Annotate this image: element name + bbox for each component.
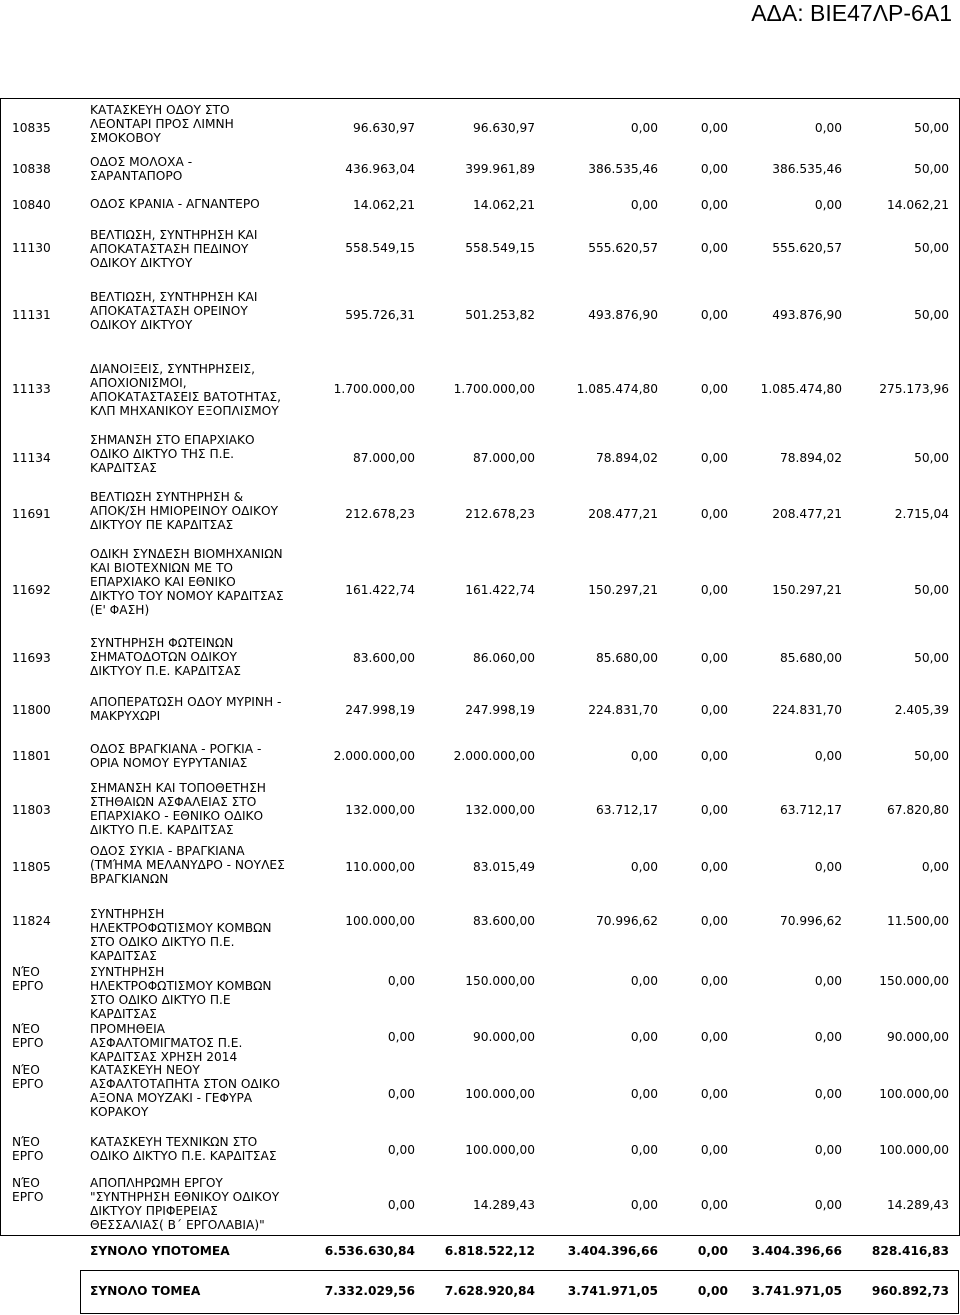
project-code-line: 10835	[12, 121, 51, 135]
available-balance-value: 150.000,00	[879, 974, 949, 988]
project-code-line: 11133	[12, 382, 51, 396]
budget-initial-value: 0,00	[387, 974, 415, 988]
project-code-line: ΕΡΓΟ	[12, 1077, 44, 1091]
project-description-line: ΒΕΛΤΙΩΣΗ, ΣΥΝΤΗΡΗΣΗ ΚΑΙ	[90, 290, 258, 304]
payments-value: 0,00	[814, 121, 842, 135]
budget-initial-value: 0,00	[387, 1087, 415, 1101]
budget-initial-value: 83.600,00	[352, 651, 415, 665]
available-balance-value: 50,00	[914, 651, 949, 665]
project-code	[12, 1022, 43, 1050]
budget-initial-value: 558.549,15	[345, 241, 415, 255]
available-balance-value: 50,00	[914, 749, 949, 763]
project-description-line: ΑΣΦΑΛΤΟΜΙΓΜΑΤΟΣ Π.Ε.	[90, 1036, 243, 1050]
payments-value: 493.876,90	[772, 308, 842, 322]
committed-value: 78.894,02	[595, 451, 658, 465]
available-balance-value: 50,00	[914, 162, 949, 176]
budget-initial-value: 132.000,00	[345, 803, 415, 817]
payment-orders-value: 0,00	[700, 241, 728, 255]
project-code	[12, 121, 51, 135]
project-description-line: ΣΗΜΑΤΟΔΟΤΩΝ ΟΔΙΚΟΥ	[90, 650, 237, 664]
committed-value: 0,00	[630, 749, 658, 763]
project-description-line: ΟΔΟΣ ΣΥΚΙΑ - ΒΡΑΓΚΙΑΝΑ	[90, 844, 245, 858]
project-code	[12, 1135, 43, 1163]
project-description	[90, 362, 305, 418]
committed-value: 1.085.474,80	[576, 382, 658, 396]
available-balance-value: 100.000,00	[879, 1143, 949, 1157]
budget-revised-value: 83.015,49	[472, 860, 535, 874]
project-description	[90, 1135, 305, 1163]
budget-initial-value: 87.000,00	[352, 451, 415, 465]
available-balance-value: 2.405,39	[894, 703, 949, 717]
subtotal-label: ΣΥΝΟΛΟ ΥΠΟΤΟΜΕΑ	[90, 1244, 230, 1258]
budget-initial-value: 100.000,00	[345, 914, 415, 928]
project-description	[90, 844, 305, 886]
budget-initial-value: 1.700.000,00	[333, 382, 415, 396]
payments-value: 224.831,70	[772, 703, 842, 717]
total-available-balance-value: 960.892,73	[871, 1284, 949, 1298]
project-code	[12, 749, 51, 763]
project-code-line: 11801	[12, 749, 51, 763]
project-description-line: ΑΣΦΑΛΤΟΤΑΠΗΤΑ ΣΤΟΝ ΟΔΙΚΟ	[90, 1077, 280, 1091]
available-balance-value: 50,00	[914, 241, 949, 255]
budget-initial-value: 14.062,21	[352, 198, 415, 212]
project-description-line: ΗΛΕΚΤΡΟΦΩΤΙΣΜΟΥ ΚΟΜΒΩΝ	[90, 921, 272, 935]
payment-orders-value: 0,00	[700, 583, 728, 597]
project-description	[90, 228, 305, 270]
project-description-line: ΕΠΑΡΧΙΑΚΟ - ΕΘΝΙΚΟ ΟΔΙΚΟ	[90, 809, 264, 823]
project-description	[90, 742, 305, 770]
project-code-line: 10838	[12, 162, 51, 176]
project-description	[90, 155, 305, 183]
project-description-line: ΑΠΟΚΑΤΑΣΤΑΣΕΙΣ ΒΑΤΟΤΗΤΑΣ,	[90, 390, 281, 404]
project-code	[12, 451, 51, 465]
project-description-line: ΣΤΟ ΟΔΙΚΟ ΔΙΚΤΥΟ Π.Ε.	[90, 935, 235, 949]
project-code	[12, 198, 51, 212]
budget-revised-value: 87.000,00	[472, 451, 535, 465]
payments-value: 0,00	[814, 198, 842, 212]
budget-revised-value: 212.678,23	[465, 507, 535, 521]
project-description	[90, 490, 305, 532]
budget-initial-value: 96.630,97	[352, 121, 415, 135]
budget-initial-value: 595.726,31	[345, 308, 415, 322]
budget-revised-value: 100.000,00	[465, 1143, 535, 1157]
project-code-line: ΝΈΟ	[12, 1135, 40, 1149]
payment-orders-value: 0,00	[700, 507, 728, 521]
project-description-line: ΟΡΙΑ ΝΟΜΟΥ ΕΥΡΥΤΑΝΙΑΣ	[90, 756, 248, 770]
budget-initial-value: 247.998,19	[345, 703, 415, 717]
committed-value: 0,00	[630, 1087, 658, 1101]
project-description-line: ΕΠΑΡΧΙΑΚΟ ΚΑΙ ΕΘΝΙΚΟ	[90, 575, 236, 589]
committed-value: 555.620,57	[588, 241, 658, 255]
payments-value: 386.535,46	[772, 162, 842, 176]
budget-revised-value: 90.000,00	[472, 1030, 535, 1044]
project-code	[12, 914, 51, 928]
committed-value: 0,00	[630, 121, 658, 135]
project-description	[90, 1176, 305, 1232]
budget-revised-value: 14.289,43	[472, 1198, 535, 1212]
project-description	[90, 103, 305, 145]
payment-orders-value: 0,00	[700, 308, 728, 322]
budget-initial-value: 161.422,74	[345, 583, 415, 597]
project-description-line: ΚΑΡΔΙΤΣΑΣ	[90, 1007, 157, 1021]
project-description-line: (ΤΜΉΜΑ ΜΕΛΑΝΥΔΡΟ - ΝΟΥΛΕΣ	[90, 858, 285, 872]
project-code	[12, 965, 43, 993]
subtotal-budget-initial-value: 6.536.630,84	[324, 1244, 415, 1258]
project-description-line: ΚΑΙ ΒΙΟΤΕΧΝΙΩΝ ΜΕ ΤΟ	[90, 561, 233, 575]
budget-initial-value: 212.678,23	[345, 507, 415, 521]
project-code-line: 11693	[12, 651, 51, 665]
payment-orders-value: 0,00	[700, 198, 728, 212]
project-code	[12, 651, 51, 665]
available-balance-value: 50,00	[914, 451, 949, 465]
payment-orders-value: 0,00	[700, 451, 728, 465]
project-description	[90, 907, 305, 963]
payments-value: 78.894,02	[779, 451, 842, 465]
total-budget-revised-value: 7.628.920,84	[444, 1284, 535, 1298]
total-committed-value: 3.741.971,05	[567, 1284, 658, 1298]
available-balance-value: 14.289,43	[886, 1198, 949, 1212]
payments-value: 85.680,00	[779, 651, 842, 665]
project-code	[12, 162, 51, 176]
payments-value: 0,00	[814, 749, 842, 763]
payments-value: 0,00	[814, 974, 842, 988]
payments-value: 0,00	[814, 1030, 842, 1044]
project-description-line: ΣΤΗΘΑΙΩΝ ΑΣΦΑΛΕΙΑΣ ΣΤΟ	[90, 795, 257, 809]
budget-revised-value: 14.062,21	[472, 198, 535, 212]
budget-revised-value: 100.000,00	[465, 1087, 535, 1101]
project-description-line: ΑΠΟΚ/ΣΗ ΗΜΙΟΡΕΙΝΟΥ ΟΔΙΚΟΥ	[90, 504, 279, 518]
project-description-line: ΑΠΟΚΑΤΑΣΤΑΣΗ ΟΡΕΙΝΟΥ	[90, 304, 248, 318]
budget-initial-value: 0,00	[387, 1030, 415, 1044]
available-balance-value: 67.820,80	[886, 803, 949, 817]
project-description-line: ΒΡΑΓΚΙΑΝΩΝ	[90, 872, 169, 886]
committed-value: 0,00	[630, 860, 658, 874]
project-description-line: "ΣΥΝΤΗΡΗΣΗ ΕΘΝΙΚΟΥ ΟΔΙΚΟΥ	[90, 1190, 280, 1204]
project-code-line: 11691	[12, 507, 51, 521]
payment-orders-value: 0,00	[700, 1087, 728, 1101]
project-description	[90, 695, 305, 723]
project-description-line: ΣΥΝΤΗΡΗΣΗ	[90, 907, 165, 921]
payment-orders-value: 0,00	[700, 703, 728, 717]
project-description-line: ΑΠΟΠΕΡΑΤΩΣΗ ΟΔΟΥ ΜΥΡΙΝΗ -	[90, 695, 282, 709]
payments-value: 0,00	[814, 860, 842, 874]
project-description	[90, 433, 305, 475]
project-code	[12, 583, 51, 597]
budget-initial-value: 0,00	[387, 1143, 415, 1157]
project-code-line: ΕΡΓΟ	[12, 1149, 44, 1163]
project-description-line: ΑΠΟΚΑΤΑΣΤΑΣΗ ΠΕΔΙΝΟΥ	[90, 242, 249, 256]
project-code-line: 11131	[12, 308, 51, 322]
committed-value: 0,00	[630, 1143, 658, 1157]
project-description	[90, 965, 305, 1021]
available-balance-value: 11.500,00	[886, 914, 949, 928]
project-code-line: 11803	[12, 803, 51, 817]
payment-orders-value: 0,00	[700, 1143, 728, 1157]
committed-value: 0,00	[630, 1198, 658, 1212]
available-balance-value: 14.062,21	[886, 198, 949, 212]
project-code-line: 11130	[12, 241, 51, 255]
payment-orders-value: 0,00	[700, 382, 728, 396]
payment-orders-value: 0,00	[700, 749, 728, 763]
committed-value: 0,00	[630, 198, 658, 212]
payments-value: 1.085.474,80	[760, 382, 842, 396]
budget-revised-value: 150.000,00	[465, 974, 535, 988]
payment-orders-value: 0,00	[700, 974, 728, 988]
budget-revised-value: 247.998,19	[465, 703, 535, 717]
project-description-line: ΟΔΟΣ ΜΟΛΟΧΑ -	[90, 155, 193, 169]
committed-value: 63.712,17	[595, 803, 658, 817]
project-description-line: ΚΑΤΑΣΚΕΥΗ ΝΕΟΥ	[90, 1063, 200, 1077]
project-code-line: 11824	[12, 914, 51, 928]
project-description-line: ΚΑΡΔΙΤΣΑΣ	[90, 949, 157, 963]
budget-revised-value: 399.961,89	[465, 162, 535, 176]
project-description	[90, 1063, 305, 1119]
project-description-line: ΔΙΑΝΟΙΞΕΙΣ, ΣΥΝΤΗΡΗΣΕΙΣ,	[90, 362, 255, 376]
project-description-line: ΔΙΚΤΥΟΥ ΠΡΙΦΕΡΕΙΑΣ	[90, 1204, 218, 1218]
project-code	[12, 703, 51, 717]
project-description-line: ΣΥΝΤΗΡΗΣΗ ΦΩΤΕΙΝΩΝ	[90, 636, 234, 650]
budget-revised-value: 558.549,15	[465, 241, 535, 255]
available-balance-value: 50,00	[914, 121, 949, 135]
available-balance-value: 0,00	[921, 860, 949, 874]
project-code-line: ΝΈΟ	[12, 965, 40, 979]
project-description	[90, 197, 305, 211]
budget-initial-value: 2.000.000,00	[333, 749, 415, 763]
project-description-line: ΟΔΟΣ ΚΡΑΝΙΑ - ΑΓΝΑΝΤΕΡΟ	[90, 197, 260, 211]
project-code	[12, 803, 51, 817]
payments-value: 70.996,62	[779, 914, 842, 928]
project-description-line: ΚΟΡΑΚΟΥ	[90, 1105, 149, 1119]
payment-orders-value: 0,00	[700, 1198, 728, 1212]
committed-value: 70.996,62	[595, 914, 658, 928]
project-description-line: ΛΕΟΝΤΑΡΙ ΠΡΟΣ ΛΙΜΝΗ	[90, 117, 234, 131]
project-description	[90, 1022, 305, 1064]
available-balance-value: 275.173,96	[879, 382, 949, 396]
payments-value: 555.620,57	[772, 241, 842, 255]
project-code-line: 11800	[12, 703, 51, 717]
committed-value: 493.876,90	[588, 308, 658, 322]
budget-revised-value: 83.600,00	[472, 914, 535, 928]
project-description-line: ΑΠΟΠΛΗΡΩΜΗ ΕΡΓΟΥ	[90, 1176, 223, 1190]
project-code	[12, 1176, 43, 1204]
project-code-line: ΝΈΟ	[12, 1022, 40, 1036]
project-description-line: ΣΜΟΚΟΒΟΥ	[90, 131, 161, 145]
payment-orders-value: 0,00	[700, 914, 728, 928]
project-description-line: ΟΔΙΚΟ ΔΙΚΤΥΟ ΤΗΣ Π.Ε.	[90, 447, 235, 461]
budget-revised-value: 132.000,00	[465, 803, 535, 817]
subtotal-committed-value: 3.404.396,66	[567, 1244, 658, 1258]
project-description-line: ΒΕΛΤΙΩΣΗ, ΣΥΝΤΗΡΗΣΗ ΚΑΙ	[90, 228, 258, 242]
payment-orders-value: 0,00	[700, 860, 728, 874]
project-description	[90, 781, 305, 837]
project-description-line: ΣΗΜΑΝΣΗ ΚΑΙ ΤΟΠΟΘΕΤΗΣΗ	[90, 781, 266, 795]
project-code-line: ΕΡΓΟ	[12, 979, 44, 993]
project-description-line: ΟΔΙΚΟ ΔΙΚΤΥΟ Π.Ε. ΚΑΡΔΙΤΣΑΣ	[90, 1149, 277, 1163]
payment-orders-value: 0,00	[700, 162, 728, 176]
project-description-line: ΠΡΟΜΗΘΕΙΑ	[90, 1022, 166, 1036]
project-code-line: ΝΈΟ	[12, 1176, 40, 1190]
budget-initial-value: 110.000,00	[345, 860, 415, 874]
committed-value: 150.297,21	[588, 583, 658, 597]
project-description-line: ΣΑΡΑΝΤΑΠΟΡΟ	[90, 169, 183, 183]
available-balance-value: 50,00	[914, 583, 949, 597]
project-description-line: ΟΔΟΣ ΒΡΑΓΚΙΑΝΑ - ΡΟΓΚΙΑ -	[90, 742, 262, 756]
project-code	[12, 507, 51, 521]
available-balance-value: 50,00	[914, 308, 949, 322]
committed-value: 0,00	[630, 1030, 658, 1044]
project-description-line: ΚΑΤΑΣΚΕΥΗ ΤΕΧΝΙΚΩΝ ΣΤΟ	[90, 1135, 258, 1149]
budget-initial-value: 0,00	[387, 1198, 415, 1212]
project-code	[12, 1063, 43, 1091]
payments-value: 63.712,17	[779, 803, 842, 817]
committed-value: 0,00	[630, 974, 658, 988]
project-description-line: ΚΑΤΑΣΚΕΥΗ ΟΔΟΥ ΣΤΟ	[90, 103, 230, 117]
payment-orders-value: 0,00	[700, 651, 728, 665]
project-description-line: ΘΕΣΣΑΛΙΑΣ( Β΄ ΕΡΓΟΛΑΒΙΑ)"	[90, 1218, 265, 1232]
project-code	[12, 241, 51, 255]
ada-header: ΑΔΑ: ΒΙΕ47ΛΡ-6Α1	[751, 0, 952, 26]
project-code-line: 11134	[12, 451, 51, 465]
project-description-line: ΔΙΚΤΥΟ ΤΟΥ ΝΟΜΟΥ ΚΑΡΔΙΤΣΑΣ	[90, 589, 284, 603]
total-label: ΣΥΝΟΛΟ ΤΟΜΕΑ	[90, 1284, 201, 1298]
available-balance-value: 2.715,04	[894, 507, 949, 521]
total-payment-orders-value: 0,00	[697, 1284, 728, 1298]
project-code-line: 11692	[12, 583, 51, 597]
payments-value: 150.297,21	[772, 583, 842, 597]
project-description-line: ΚΑΡΔΙΤΣΑΣ	[90, 461, 157, 475]
project-description-line: ΣΗΜΑΝΣΗ ΣΤΟ ΕΠΑΡΧΙΑΚΟ	[90, 433, 255, 447]
project-description-line: ΚΛΠ ΜΗΧΑΝΙΚΟΥ ΕΞΟΠΛΙΣΜΟΥ	[90, 404, 279, 418]
budget-initial-value: 436.963,04	[345, 162, 415, 176]
project-code-line: 10840	[12, 198, 51, 212]
committed-value: 85.680,00	[595, 651, 658, 665]
project-description-line: ΣΤΟ ΟΔΙΚΟ ΔΙΚΤΥΟ Π.Ε	[90, 993, 231, 1007]
payments-value: 0,00	[814, 1087, 842, 1101]
project-description-line: ΔΙΚΤΥΟΥ Π.Ε. ΚΑΡΔΙΤΣΑΣ	[90, 664, 242, 678]
committed-value: 208.477,21	[588, 507, 658, 521]
subtotal-payments-value: 3.404.396,66	[751, 1244, 842, 1258]
total-budget-initial-value: 7.332.029,56	[324, 1284, 415, 1298]
project-description	[90, 636, 305, 678]
budget-revised-value: 86.060,00	[472, 651, 535, 665]
project-code-line: ΕΡΓΟ	[12, 1036, 44, 1050]
budget-revised-value: 2.000.000,00	[453, 749, 535, 763]
project-description	[90, 547, 305, 617]
payment-orders-value: 0,00	[700, 121, 728, 135]
project-description	[90, 290, 305, 332]
project-description-line: ΟΔΙΚΗ ΣΥΝΔΕΣΗ ΒΙΟΜΗΧΑΝΙΩΝ	[90, 547, 283, 561]
budget-revised-value: 501.253,82	[465, 308, 535, 322]
available-balance-value: 100.000,00	[879, 1087, 949, 1101]
project-description-line: ΣΥΝΤΗΡΗΣΗ	[90, 965, 165, 979]
payments-value: 208.477,21	[772, 507, 842, 521]
committed-value: 386.535,46	[588, 162, 658, 176]
payments-value: 0,00	[814, 1198, 842, 1212]
total-payments-value: 3.741.971,05	[751, 1284, 842, 1298]
payment-orders-value: 0,00	[700, 803, 728, 817]
project-code	[12, 308, 51, 322]
project-description-line: ΗΛΕΚΤΡΟΦΩΤΙΣΜΟΥ ΚΟΜΒΩΝ	[90, 979, 272, 993]
project-description-line: ΔΙΚΤΥΟΥ ΠΕ ΚΑΡΔΙΤΣΑΣ	[90, 518, 234, 532]
project-description-line: ΒΕΛΤΙΩΣΗ ΣΥΝΤΗΡΗΣΗ &	[90, 490, 244, 504]
budget-revised-value: 161.422,74	[465, 583, 535, 597]
subtotal-available-balance-value: 828.416,83	[871, 1244, 949, 1258]
project-code-line: 11805	[12, 860, 51, 874]
payment-orders-value: 0,00	[700, 1030, 728, 1044]
payments-value: 0,00	[814, 1143, 842, 1157]
project-description-line: ΟΔΙΚΟΥ ΔΙΚΤΥΟΥ	[90, 318, 193, 332]
project-code-line: ΝΈΟ	[12, 1063, 40, 1077]
project-code	[12, 382, 51, 396]
project-description-line: (Ε' ΦΑΣΗ)	[90, 603, 150, 617]
project-description-line: ΚΑΡΔΙΤΣΑΣ ΧΡΗΣΗ 2014	[90, 1050, 238, 1064]
project-description-line: ΜΑΚΡΥΧΩΡΙ	[90, 709, 161, 723]
subtotal-budget-revised-value: 6.818.522,12	[444, 1244, 535, 1258]
project-description-line: ΔΙΚΤΥΟ Π.Ε. ΚΑΡΔΙΤΣΑΣ	[90, 823, 234, 837]
committed-value: 224.831,70	[588, 703, 658, 717]
budget-revised-value: 96.630,97	[472, 121, 535, 135]
available-balance-value: 90.000,00	[886, 1030, 949, 1044]
budget-revised-value: 1.700.000,00	[453, 382, 535, 396]
project-code-line: ΕΡΓΟ	[12, 1190, 44, 1204]
project-description-line: ΑΞΟΝΑ ΜΟΥΖΑΚΙ - ΓΕΦΥΡΑ	[90, 1091, 253, 1105]
project-description-line: ΑΠΟΧΙΟΝΙΣΜΟΙ,	[90, 376, 187, 390]
project-description-line: ΟΔΙΚΟΥ ΔΙΚΤΥΟΥ	[90, 256, 193, 270]
subtotal-payment-orders-value: 0,00	[697, 1244, 728, 1258]
project-code	[12, 860, 51, 874]
